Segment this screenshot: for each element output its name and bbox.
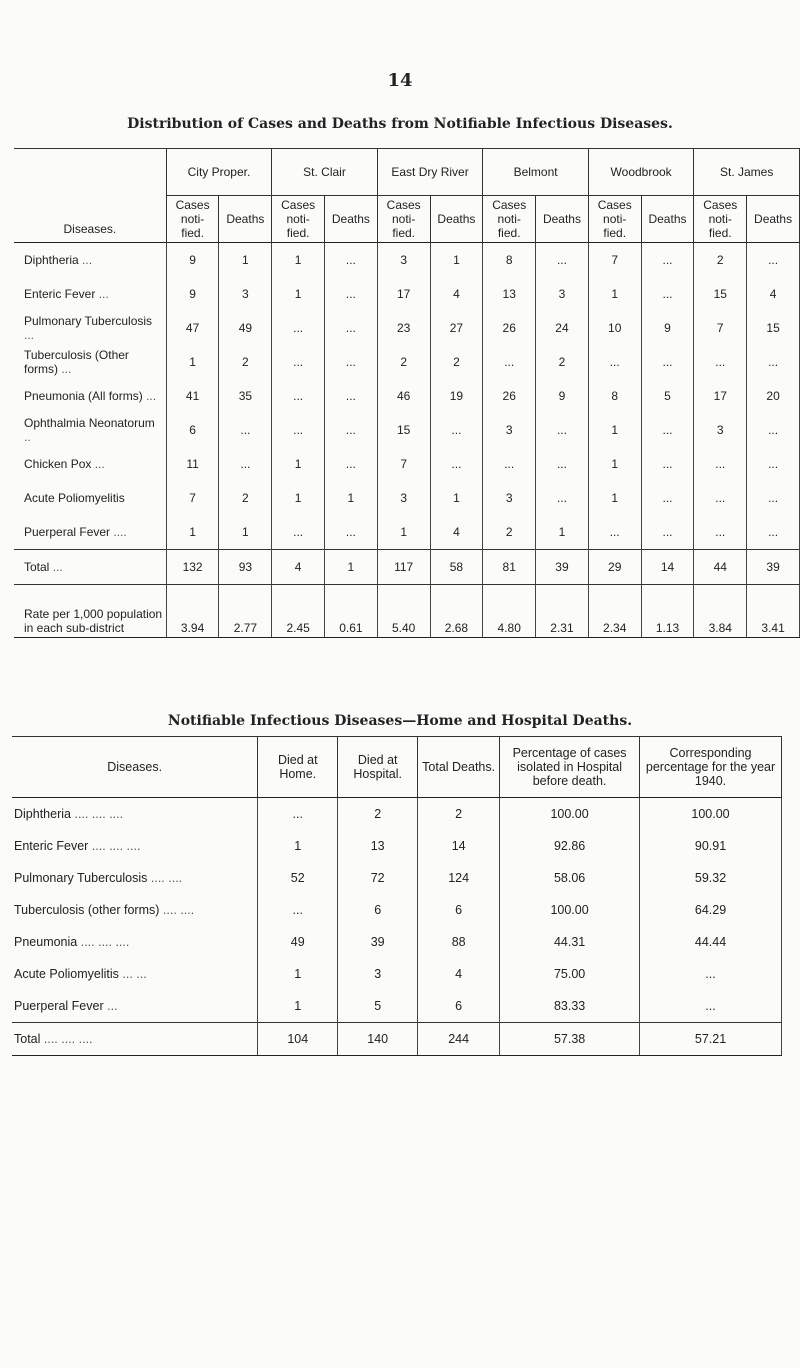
row-label [14, 515, 166, 550]
disease-name: Enteric Fever [24, 287, 96, 301]
table-cell: ... [430, 413, 483, 447]
row-label [12, 830, 258, 862]
table-cell: 7 [166, 481, 219, 515]
table-cell: 2.34 [588, 585, 641, 638]
column-header: Total Deaths. [418, 737, 500, 798]
district-header: St. Clair [272, 149, 378, 196]
table-cell: 2 [219, 481, 272, 515]
home-hospital-deaths-table [12, 736, 782, 1056]
table-cell: 72 [338, 862, 418, 894]
dot-leader: ... ... [122, 967, 147, 981]
table-row [12, 830, 782, 862]
table-row [14, 277, 800, 311]
dot-leader: .... .... [162, 903, 195, 917]
table-cell: ... [272, 345, 325, 379]
cases-deaths-table [14, 148, 800, 638]
table-cell: 49 [258, 926, 338, 958]
table-cell: 3 [483, 481, 536, 515]
table-cell: 100.00 [500, 798, 640, 831]
table-cell: 15 [747, 311, 800, 345]
table-cell: 59.32 [640, 862, 782, 894]
table-cell: ... [325, 277, 378, 311]
table-cell: 14 [641, 550, 694, 585]
row-label [14, 345, 166, 379]
row-label [14, 311, 166, 345]
row-label [14, 447, 166, 481]
table-cell: ... [641, 243, 694, 278]
table-cell: 7 [588, 243, 641, 278]
deaths-header: Deaths [430, 196, 483, 243]
column-header: Died at Home. [258, 737, 338, 798]
table-cell: 140 [338, 1023, 418, 1056]
table-cell: 4 [747, 277, 800, 311]
table-cell: 5.40 [377, 585, 430, 638]
table-cell: 2 [536, 345, 589, 379]
table-cell: 7 [694, 311, 747, 345]
row-label [14, 481, 166, 515]
disease-name: Total [24, 560, 50, 574]
district-header: East Dry River [377, 149, 483, 196]
table-cell: 2 [377, 345, 430, 379]
table-cell: 8 [483, 243, 536, 278]
table-cell: ... [536, 447, 589, 481]
row-label [14, 379, 166, 413]
disease-name: Diphtheria [24, 253, 79, 267]
disease-name: Pneumonia [14, 935, 78, 949]
dot-leader: ... [24, 328, 35, 342]
table-cell: ... [258, 894, 338, 926]
table-cell: ... [483, 447, 536, 481]
table-cell: 4.80 [483, 585, 536, 638]
row-label [12, 798, 258, 831]
table-cell: 11 [166, 447, 219, 481]
table-row [12, 990, 782, 1023]
table-cell: ... [641, 277, 694, 311]
table-cell: 27 [430, 311, 483, 345]
disease-name: Puerperal Fever [24, 525, 111, 539]
table-cell: 244 [418, 1023, 500, 1056]
dot-leader: ... [98, 287, 109, 301]
table-cell: ... [747, 243, 800, 278]
table-cell: 5 [338, 990, 418, 1023]
table-cell: 6 [418, 894, 500, 926]
deaths-header: Deaths [641, 196, 694, 243]
table-cell: 1 [588, 413, 641, 447]
table-cell: ... [747, 447, 800, 481]
row-label [14, 550, 166, 585]
table-cell: ... [747, 413, 800, 447]
table-cell: 1 [272, 481, 325, 515]
table-cell: ... [640, 990, 782, 1023]
table-cell: 3 [377, 481, 430, 515]
disease-name: Tuberculosis (other forms) [14, 903, 160, 917]
table-cell: 4 [272, 550, 325, 585]
table-cell: 3.84 [694, 585, 747, 638]
table-cell: 1 [430, 481, 483, 515]
table-cell: 26 [483, 311, 536, 345]
dot-leader: ... [82, 253, 93, 267]
table-cell: 124 [418, 862, 500, 894]
table-cell: 1.13 [641, 585, 694, 638]
table-cell: 1 [325, 481, 378, 515]
district-header: St. James [694, 149, 800, 196]
table-cell: ... [536, 413, 589, 447]
table-cell: 2.68 [430, 585, 483, 638]
table-cell: 100.00 [640, 798, 782, 831]
district-header: Belmont [483, 149, 589, 196]
table-cell: 0.61 [325, 585, 378, 638]
table-cell: 92.86 [500, 830, 640, 862]
deaths-header: Deaths [747, 196, 800, 243]
table-row [14, 550, 800, 585]
table-cell: 2 [219, 345, 272, 379]
table-cell: 4 [430, 515, 483, 550]
table-row [12, 862, 782, 894]
table-cell: ... [536, 481, 589, 515]
table-cell: 117 [377, 550, 430, 585]
table-cell: ... [325, 311, 378, 345]
cases-notified-header: Cases noti- fied. [272, 196, 325, 243]
table-cell: ... [640, 958, 782, 990]
table-cell: 2.31 [536, 585, 589, 638]
table-cell: 19 [430, 379, 483, 413]
table-cell: ... [641, 481, 694, 515]
row-label [14, 585, 166, 638]
table-cell: ... [641, 345, 694, 379]
disease-name: Chicken Pox [24, 457, 92, 471]
table-cell: 1 [588, 277, 641, 311]
table-cell: 2 [418, 798, 500, 831]
table-cell: 1 [166, 515, 219, 550]
table-row [12, 1023, 782, 1056]
table-cell: 64.29 [640, 894, 782, 926]
disease-name: Acute Poliomyelitis [14, 967, 119, 981]
table-cell: 6 [418, 990, 500, 1023]
table-cell: 17 [377, 277, 430, 311]
table-cell: 13 [483, 277, 536, 311]
disease-name: Pneumonia (All forms) [24, 389, 143, 403]
diseases-header: Diseases. [14, 149, 166, 243]
table-cell: 39 [338, 926, 418, 958]
table-cell: ... [641, 515, 694, 550]
table-cell: 44 [694, 550, 747, 585]
column-header: Diseases. [12, 737, 258, 798]
table-row [12, 958, 782, 990]
table-cell: 47 [166, 311, 219, 345]
table-cell: ... [694, 345, 747, 379]
table-row [14, 447, 800, 481]
table-cell: ... [325, 447, 378, 481]
table-cell: 100.00 [500, 894, 640, 926]
table-cell: 3 [219, 277, 272, 311]
column-header: Died at Hospital. [338, 737, 418, 798]
table-cell: 7 [377, 447, 430, 481]
table-cell: 3 [694, 413, 747, 447]
disease-name: Total [14, 1032, 41, 1046]
table-cell: 83.33 [500, 990, 640, 1023]
table-cell: 1 [219, 515, 272, 550]
table-cell: ... [747, 345, 800, 379]
table-cell: 1 [325, 550, 378, 585]
table-cell: 44.31 [500, 926, 640, 958]
district-header: Woodbrook [588, 149, 694, 196]
table-cell: ... [272, 515, 325, 550]
table-cell: 81 [483, 550, 536, 585]
table-cell: 15 [694, 277, 747, 311]
table-cell: ... [325, 515, 378, 550]
table-cell: 57.21 [640, 1023, 782, 1056]
table-cell: 1 [166, 345, 219, 379]
table-row [14, 413, 800, 447]
table-cell: 1 [272, 447, 325, 481]
table-row [14, 481, 800, 515]
row-label [14, 413, 166, 447]
row-label [12, 862, 258, 894]
table-cell: ... [694, 447, 747, 481]
dot-leader: .... .... [150, 871, 183, 885]
table-cell: 35 [219, 379, 272, 413]
table-cell: 9 [166, 277, 219, 311]
table-row [14, 311, 800, 345]
table-cell: 29 [588, 550, 641, 585]
table-cell: 3 [338, 958, 418, 990]
dot-leader: ... [146, 389, 157, 403]
table-cell: 9 [536, 379, 589, 413]
table-cell: 1 [536, 515, 589, 550]
table-cell: 3.94 [166, 585, 219, 638]
table1-title: Distribution of Cases and Deaths from Notifiable Infectious Diseases. [127, 116, 673, 132]
dot-leader: .... [113, 525, 127, 539]
deaths-header: Deaths [325, 196, 378, 243]
table-cell: 3.41 [747, 585, 800, 638]
table-cell: ... [641, 413, 694, 447]
table-row [12, 926, 782, 958]
table-cell: 104 [258, 1023, 338, 1056]
cases-notified-header: Cases noti- fied. [588, 196, 641, 243]
row-label [12, 926, 258, 958]
table-cell: 39 [747, 550, 800, 585]
table-cell: 2 [483, 515, 536, 550]
table-cell: 24 [536, 311, 589, 345]
table-cell: 15 [377, 413, 430, 447]
table-cell: 3 [483, 413, 536, 447]
table-cell: 1 [219, 243, 272, 278]
deaths-header: Deaths [536, 196, 589, 243]
table-cell: 10 [588, 311, 641, 345]
table2-title: Notifiable Infectious Diseases—Home and Hospital Deaths. [167, 713, 633, 729]
table-cell: 1 [258, 958, 338, 990]
deaths-header: Deaths [219, 196, 272, 243]
table-cell: ... [588, 515, 641, 550]
table-cell: ... [325, 345, 378, 379]
page-number: 14 [387, 70, 413, 91]
table-cell: ... [258, 798, 338, 831]
table-cell: 3 [536, 277, 589, 311]
table-cell: 39 [536, 550, 589, 585]
disease-name: Puerperal Fever [14, 999, 104, 1013]
table-cell: 75.00 [500, 958, 640, 990]
column-header: Corresponding percentage for the year 1940. [640, 737, 782, 798]
table-cell: 4 [418, 958, 500, 990]
cases-notified-header: Cases noti- fied. [694, 196, 747, 243]
table-cell: 1 [272, 277, 325, 311]
disease-name: Diphtheria [14, 807, 71, 821]
table-cell: 26 [483, 379, 536, 413]
table-cell: 9 [641, 311, 694, 345]
table-cell: 1 [272, 243, 325, 278]
table-cell: 46 [377, 379, 430, 413]
table-cell: 1 [377, 515, 430, 550]
table-cell: 2 [694, 243, 747, 278]
table-cell: ... [747, 481, 800, 515]
row-label [14, 277, 166, 311]
table-cell: 2.77 [219, 585, 272, 638]
table-cell: 6 [338, 894, 418, 926]
table-cell: 1 [430, 243, 483, 278]
table-cell: 90.91 [640, 830, 782, 862]
table-cell: 23 [377, 311, 430, 345]
table-cell: ... [483, 345, 536, 379]
table-cell: 49 [219, 311, 272, 345]
disease-name: Pulmonary Tuberculosis [24, 314, 153, 328]
table-cell: 20 [747, 379, 800, 413]
row-label [12, 894, 258, 926]
table-cell: 1 [588, 481, 641, 515]
table-cell: ... [272, 311, 325, 345]
disease-name: Acute Poliomyelitis [24, 491, 125, 505]
table-cell: ... [272, 379, 325, 413]
disease-name: Enteric Fever [14, 839, 89, 853]
dot-leader: ... [107, 999, 118, 1013]
table-row [14, 585, 800, 638]
table-row [14, 243, 800, 278]
district-header: City Proper. [166, 149, 272, 196]
table-row [12, 798, 782, 831]
table-cell: ... [325, 243, 378, 278]
table-cell: 44.44 [640, 926, 782, 958]
table-cell: ... [694, 515, 747, 550]
table-row [14, 515, 800, 550]
row-label [12, 958, 258, 990]
dot-leader: ... [94, 457, 105, 471]
dot-leader: .... .... .... [80, 935, 130, 949]
table-cell: ... [536, 243, 589, 278]
table-cell: ... [325, 413, 378, 447]
row-label [12, 1023, 258, 1056]
table-cell: 9 [166, 243, 219, 278]
cases-notified-header: Cases noti- fied. [166, 196, 219, 243]
table-cell: 1 [258, 990, 338, 1023]
dot-leader: .... .... .... [43, 1032, 93, 1046]
table-cell: 14 [418, 830, 500, 862]
table-cell: 2 [430, 345, 483, 379]
dot-leader: ... [52, 560, 63, 574]
disease-name: Tuberculosis (Other forms) [24, 348, 129, 376]
table-cell: ... [588, 345, 641, 379]
row-label [12, 990, 258, 1023]
table-cell: ... [747, 515, 800, 550]
table-cell: 4 [430, 277, 483, 311]
column-header: Percentage of cases isolated in Hospital before death. [500, 737, 640, 798]
table-row [14, 379, 800, 413]
table-cell: 2.45 [272, 585, 325, 638]
table-cell: 6 [166, 413, 219, 447]
disease-name: Rate per 1,000 population in each sub-district [24, 607, 163, 635]
table-cell: 3 [377, 243, 430, 278]
disease-name: Pulmonary Tuberculosis [14, 871, 148, 885]
cases-notified-header: Cases noti- fied. [483, 196, 536, 243]
table-row [12, 894, 782, 926]
table-cell: 2 [338, 798, 418, 831]
table-row [14, 345, 800, 379]
dot-leader: .... .... .... [91, 839, 141, 853]
table-cell: ... [219, 447, 272, 481]
table-cell: 132 [166, 550, 219, 585]
row-label [14, 243, 166, 278]
table-cell: ... [272, 413, 325, 447]
table-cell: 52 [258, 862, 338, 894]
table-cell: ... [694, 481, 747, 515]
table-cell: 17 [694, 379, 747, 413]
cases-notified-header: Cases noti- fied. [377, 196, 430, 243]
dot-leader: .... .... .... [74, 807, 124, 821]
table-cell: 1 [258, 830, 338, 862]
disease-name: Ophthalmia Neonatorum [24, 416, 155, 430]
table-cell: ... [641, 447, 694, 481]
table-cell: 5 [641, 379, 694, 413]
table-cell: ... [219, 413, 272, 447]
table-cell: 1 [588, 447, 641, 481]
table-cell: 58.06 [500, 862, 640, 894]
table-cell: ... [325, 379, 378, 413]
dot-leader: ... [61, 362, 72, 376]
table-cell: 58 [430, 550, 483, 585]
table-cell: 57.38 [500, 1023, 640, 1056]
table-cell: 8 [588, 379, 641, 413]
dot-leader: .. [24, 430, 31, 444]
table-cell: 88 [418, 926, 500, 958]
table-cell: 13 [338, 830, 418, 862]
table-cell: ... [430, 447, 483, 481]
table-cell: 93 [219, 550, 272, 585]
table-cell: 41 [166, 379, 219, 413]
